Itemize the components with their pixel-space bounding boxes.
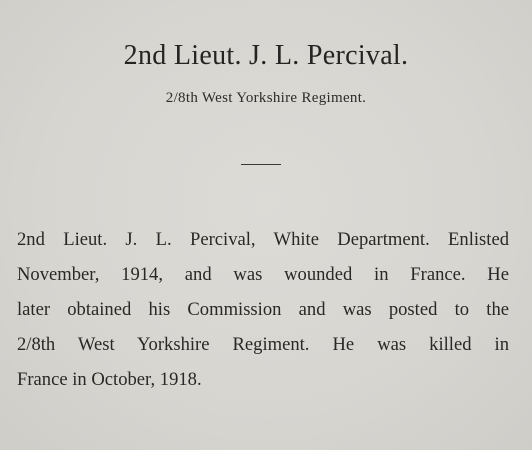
section-divider <box>241 164 281 165</box>
body-paragraph <box>17 222 509 397</box>
document-title: 2nd Lieut. J. L. Percival. <box>123 40 409 71</box>
document-subtitle: 2/8th West Yorkshire Regiment. <box>165 90 367 106</box>
body-line-4: 2/8th West Yorkshire Regiment. He was killed in <box>17 334 509 355</box>
body-line-3: later obtained his Commission and was posted to the <box>17 299 509 320</box>
body-line-1: 2nd Lieut. J. L. Percival, White Department. Enlisted <box>17 229 509 250</box>
body-line-2: November, 1914, and was wounded in France. He <box>17 264 509 285</box>
body-line-5: France in October, 1918. <box>17 369 202 390</box>
